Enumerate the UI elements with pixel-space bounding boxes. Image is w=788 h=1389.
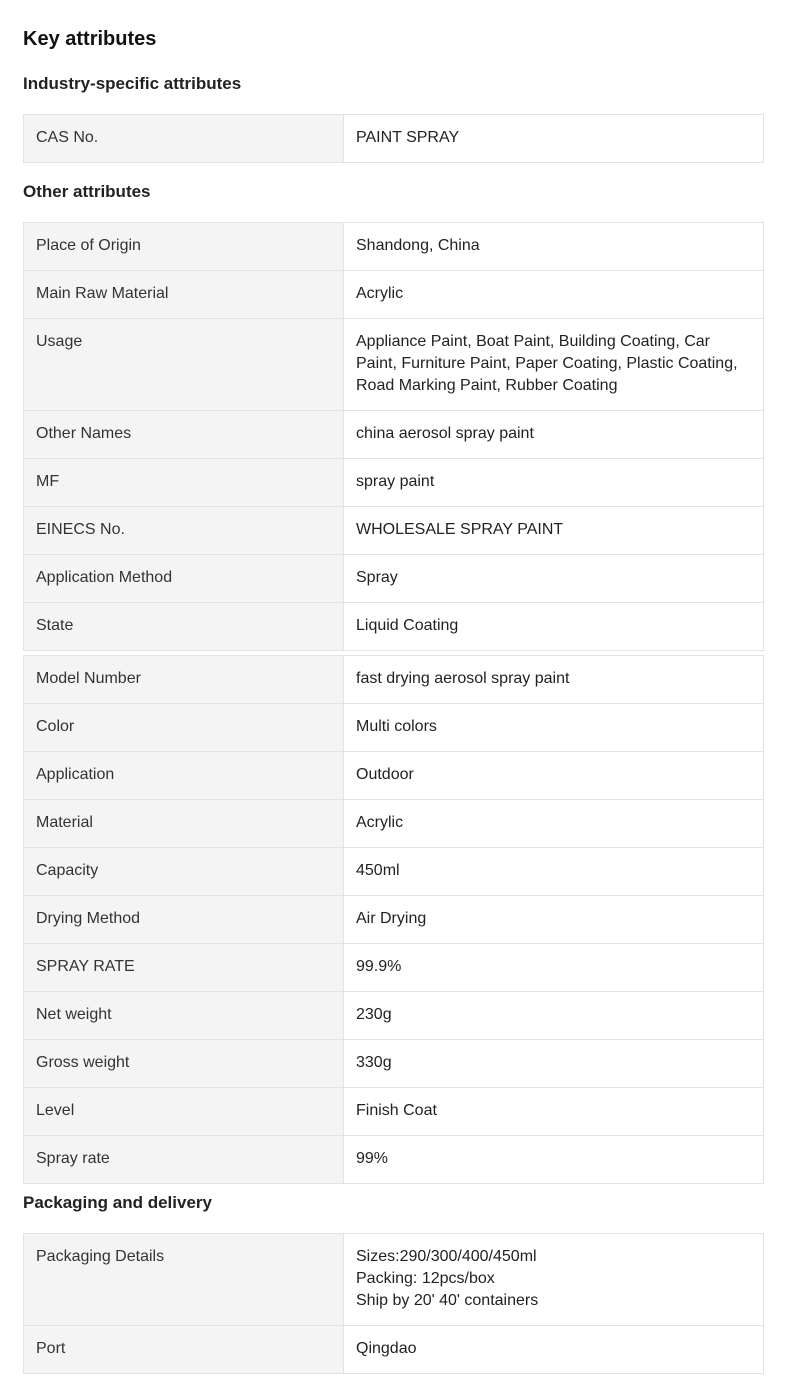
attribute-value: WHOLESALE SPRAY PAINT (344, 507, 764, 555)
attribute-value: 99.9% (344, 944, 764, 992)
attribute-value: spray paint (344, 459, 764, 507)
attribute-value: 330g (344, 1040, 764, 1088)
attribute-value: Qingdao (344, 1326, 764, 1374)
attribute-row (24, 1234, 764, 1326)
attribute-row (24, 800, 764, 848)
attribute-key: Spray rate (24, 1136, 344, 1184)
attribute-key: CAS No. (24, 115, 344, 163)
attribute-value: Acrylic (344, 800, 764, 848)
attribute-value: Finish Coat (344, 1088, 764, 1136)
industry-heading: Industry-specific attributes (23, 74, 242, 93)
attribute-row (24, 1326, 764, 1374)
attribute-row (24, 1136, 764, 1184)
attribute-row (24, 896, 764, 944)
attribute-value: Liquid Coating (344, 603, 764, 651)
attribute-row (24, 704, 764, 752)
attribute-value: Shandong, China (344, 223, 764, 271)
attribute-row (24, 319, 764, 411)
attribute-value: Spray (344, 555, 764, 603)
packaging-table (23, 1233, 764, 1374)
attribute-row (24, 411, 764, 459)
attribute-key: Port (24, 1326, 344, 1374)
attribute-row (24, 752, 764, 800)
attribute-key: Application (24, 752, 344, 800)
attribute-key: Level (24, 1088, 344, 1136)
attribute-row (24, 944, 764, 992)
attribute-row (24, 848, 764, 896)
attribute-value: 99% (344, 1136, 764, 1184)
attribute-value: Acrylic (344, 271, 764, 319)
attribute-key: Application Method (24, 555, 344, 603)
attribute-key: Net weight (24, 992, 344, 1040)
attribute-key: Usage (24, 319, 344, 411)
attribute-value: Appliance Paint, Boat Paint, Building Coating, Car Paint, Furniture Paint, Paper Coating, Plastic Coating, Road Marking Paint, Rubber Coating (344, 319, 764, 411)
attribute-row (24, 115, 764, 163)
attribute-row (24, 656, 764, 704)
attribute-key: Other Names (24, 411, 344, 459)
attribute-key: Main Raw Material (24, 271, 344, 319)
attribute-value: Outdoor (344, 752, 764, 800)
attribute-row (24, 507, 764, 555)
attribute-value: fast drying aerosol spray paint (344, 656, 764, 704)
attribute-key: State (24, 603, 344, 651)
attribute-row (24, 992, 764, 1040)
attribute-key: Place of Origin (24, 223, 344, 271)
attribute-key: SPRAY RATE (24, 944, 344, 992)
attribute-value: Multi colors (344, 704, 764, 752)
attribute-value: Air Drying (344, 896, 764, 944)
attribute-row (24, 603, 764, 651)
attribute-key: Color (24, 704, 344, 752)
attribute-value: Sizes:290/300/400/450ml Packing: 12pcs/box Ship by 20' 40' containers (344, 1234, 764, 1326)
attribute-key: Gross weight (24, 1040, 344, 1088)
other-heading: Other attributes (23, 182, 151, 201)
attribute-value: PAINT SPRAY (344, 115, 764, 163)
other-table-a (23, 222, 764, 651)
attribute-value: 450ml (344, 848, 764, 896)
attribute-key: MF (24, 459, 344, 507)
attribute-row (24, 459, 764, 507)
attribute-key: Material (24, 800, 344, 848)
attribute-row (24, 271, 764, 319)
attribute-row (24, 555, 764, 603)
attribute-key: Packaging Details (24, 1234, 344, 1326)
attribute-value: 230g (344, 992, 764, 1040)
industry-table (23, 114, 764, 163)
attribute-key: Model Number (24, 656, 344, 704)
attribute-row (24, 1040, 764, 1088)
attribute-row (24, 1088, 764, 1136)
packaging-heading: Packaging and delivery (23, 1193, 212, 1212)
other-table-b (23, 655, 764, 1184)
page-title: Key attributes (23, 28, 157, 50)
attribute-value: china aerosol spray paint (344, 411, 764, 459)
attribute-key: Capacity (24, 848, 344, 896)
attribute-row (24, 223, 764, 271)
attribute-key: EINECS No. (24, 507, 344, 555)
attribute-key: Drying Method (24, 896, 344, 944)
